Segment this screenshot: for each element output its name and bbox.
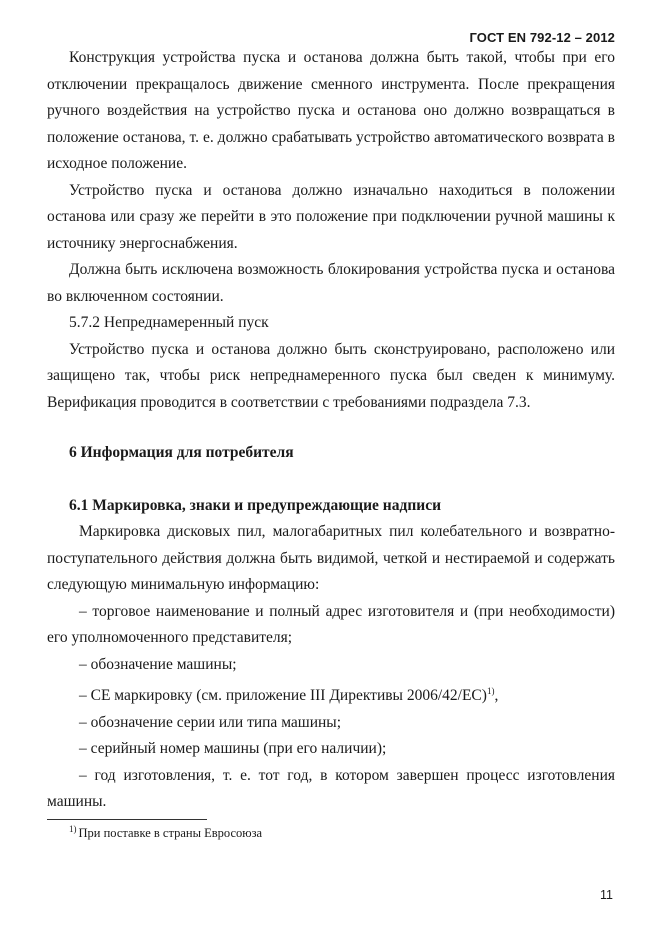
list-item-suffix: ,	[494, 687, 499, 704]
paragraph-initial-position: Устройство пуска и останова должно изначально находиться в положении останова или сразу же перейти в это положение при подключении ручной машины к источнику энергоснабжения.	[47, 181, 615, 252]
paragraph-stop-device: Конструкция устройства пуска и останова должна быть такой, чтобы при его отключении прекращалось движение сменного инструмента. После прекращения ручного воздействия на устройство пуска и останова оно должно возвращаться в положение останова, т. е. должно срабатывать устройство автоматического возврата в исходное положение.	[47, 49, 615, 172]
footnote-marker: 1)	[486, 686, 495, 696]
subsection-heading-5-7-2: 5.7.2 Непреднамеренный пуск	[69, 314, 269, 331]
list-item	[47, 678, 615, 710]
list-item: – обозначение серии или типа машины;	[79, 713, 342, 731]
list-item: – обозначение машины;	[79, 655, 237, 673]
page-number: 11	[600, 888, 613, 902]
page-body	[47, 45, 615, 816]
footnote-number: 1)	[69, 824, 77, 834]
list-item: – серийный номер машины (при его наличии);	[79, 740, 387, 757]
list-item: – год изготовления, т. е. тот год, в котором завершен процесс изготовления машины.	[47, 766, 615, 810]
footnote-divider	[47, 819, 207, 820]
footnote-text: При поставке в страны Евросоюза	[78, 826, 263, 840]
list-item: – торговое наименование и полный адрес изготовителя и (при необходимости) его уполномоченного представителя;	[47, 602, 615, 646]
paragraph-unintended-start: Устройство пуска и останова должно быть сконструировано, расположено или защищено так, чтобы риск непреднамеренного пуска был сведен к минимуму. Верификация проводится в соответствии с требованиями подраздела 7.3.	[47, 340, 615, 411]
paragraph-marking-intro: Маркировка дисковых пил, малогабаритных пил колебательного и возвратно-поступательного действия должна быть видимой, четкой и нестираемой и содержать следующую минимальную информацию:	[47, 523, 615, 593]
document-header: ГОСТ EN 792-12 – 2012	[469, 30, 615, 45]
paragraph-no-blocking: Должна быть исключена возможность блокирования устройства пуска и останова во включенном состоянии.	[47, 261, 615, 305]
section-title-6: 6 Информация для потребителя	[69, 444, 294, 461]
section-title-6-1: 6.1 Маркировка, знаки и предупреждающие надписи	[69, 496, 441, 514]
footnote	[69, 824, 262, 841]
list-item-text: – CE маркировку (см. приложение III Директивы 2006/42/EC)	[79, 687, 487, 704]
